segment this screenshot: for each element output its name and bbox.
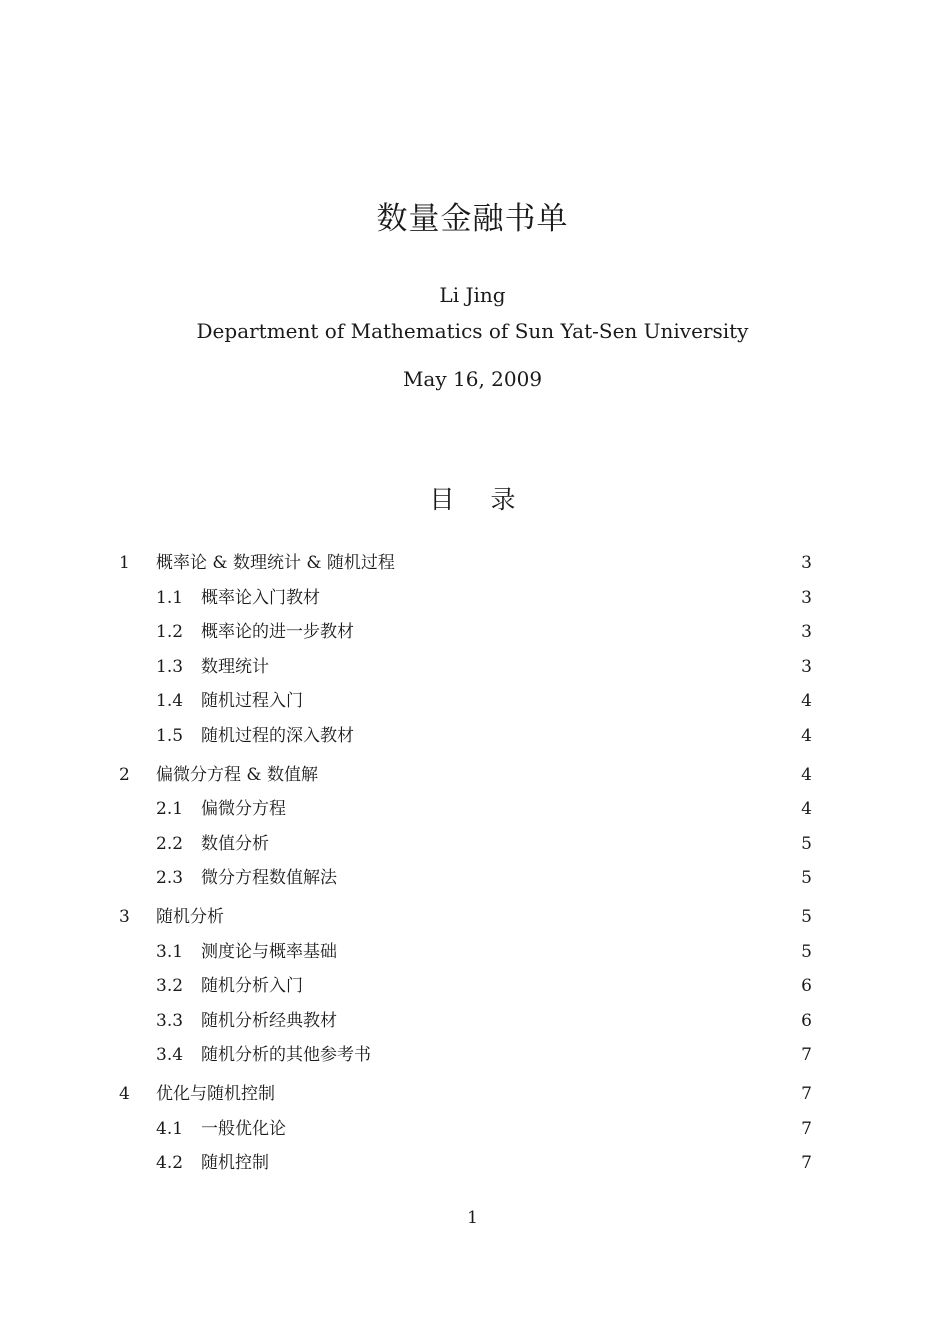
- toc-subsection-1-5[interactable]: [119, 719, 814, 754]
- toc-subsection-title: 测度论与概率基础: [201, 941, 337, 962]
- toc-section-2[interactable]: [119, 758, 814, 793]
- toc-page-number: 5: [801, 941, 812, 962]
- toc-page-number: 4: [801, 725, 812, 746]
- toc-section-4[interactable]: [119, 1077, 814, 1112]
- toc-page-number: 7: [801, 1045, 812, 1065]
- toc-subsection-3-4[interactable]: [119, 1038, 814, 1073]
- toc-subsection-number: 4.2: [156, 1153, 184, 1173]
- toc-section-number: 4: [119, 1084, 130, 1104]
- toc-section-3[interactable]: [119, 900, 814, 935]
- toc-subsection-title: 随机分析的其他参考书: [201, 1045, 371, 1065]
- toc-subsection-2-3[interactable]: [119, 861, 814, 896]
- toc-page-number: 3: [801, 656, 812, 677]
- author-affiliation: Department of Mathematics of Sun Yat-Sen University: [196, 319, 749, 343]
- toc-section-title: 优化与随机控制: [156, 1084, 275, 1104]
- toc-page-number: 7: [801, 1118, 812, 1139]
- toc-section-title: 随机分析: [156, 907, 224, 927]
- toc-subsection-3-1[interactable]: [119, 935, 814, 970]
- author-name: Li Jing: [439, 283, 506, 307]
- toc-page-number: 3: [801, 622, 812, 642]
- toc-subsection-number: 3.3: [156, 1010, 184, 1031]
- toc-subsection-2-2[interactable]: [119, 827, 814, 862]
- toc-subsection-number: 1.2: [156, 622, 184, 642]
- toc-page-number: 6: [801, 976, 812, 996]
- toc-subsection-1-2[interactable]: [119, 615, 814, 650]
- toc-page-number: 5: [801, 833, 812, 854]
- toc-subsection-number: 2.3: [156, 868, 184, 888]
- toc-page-number: 6: [801, 1010, 812, 1031]
- toc-page-number: 7: [801, 1084, 812, 1104]
- toc-subsection-3-2[interactable]: [119, 969, 814, 1004]
- toc-subsection-title: 概率论的进一步教材: [201, 622, 354, 642]
- toc-subsection-number: 3.1: [156, 941, 184, 962]
- toc-subsection-3-3[interactable]: [119, 1004, 814, 1039]
- toc-subsection-1-4[interactable]: [119, 684, 814, 719]
- toc-section-1[interactable]: [119, 546, 814, 581]
- toc-subsection-title: 微分方程数值解法: [201, 868, 337, 888]
- toc-subsection-number: 3.4: [156, 1045, 184, 1065]
- toc-section-title: 概率论 & 数理统计 & 随机过程: [156, 553, 395, 573]
- toc-subsection-1-3[interactable]: [119, 650, 814, 685]
- toc-page-number: 5: [801, 868, 812, 888]
- toc-subsection-title: 随机控制: [201, 1153, 269, 1173]
- toc-subsection-number: 2.2: [156, 833, 184, 854]
- toc-page-number: 5: [801, 907, 812, 927]
- document-date: May 16, 2009: [402, 367, 543, 391]
- toc-section-number: 1: [119, 553, 130, 573]
- toc-page-number: 3: [801, 553, 812, 573]
- page-number: 1: [467, 1208, 478, 1228]
- toc-page-number: 4: [801, 691, 812, 711]
- toc-section-number: 3: [119, 907, 130, 927]
- toc-subsection-title: 随机分析入门: [201, 976, 303, 996]
- toc-subsection-title: 数理统计: [201, 656, 269, 677]
- toc-subsection-number: 1.5: [156, 725, 184, 746]
- toc-subsection-number: 4.1: [156, 1118, 184, 1139]
- toc-subsection-title: 概率论入门教材: [201, 587, 320, 608]
- toc-subsection-title: 随机分析经典教材: [201, 1010, 337, 1031]
- toc-subsection-number: 1.4: [156, 691, 184, 711]
- toc-subsection-title: 随机过程入门: [201, 691, 303, 711]
- toc-page-number: 7: [801, 1153, 812, 1173]
- toc-subsection-number: 1.3: [156, 656, 184, 677]
- toc-section-title: 偏微分方程 & 数值解: [156, 764, 318, 785]
- toc-subsection-1-1[interactable]: [119, 581, 814, 616]
- toc-subsection-title: 一般优化论: [201, 1118, 286, 1139]
- toc-page-number: 4: [801, 764, 812, 785]
- toc-heading: 目 录: [429, 485, 516, 514]
- toc-subsection-number: 2.1: [156, 799, 184, 819]
- toc-subsection-number: 3.2: [156, 976, 184, 996]
- toc-subsection-number: 1.1: [156, 587, 184, 608]
- toc-page-number: 4: [801, 799, 812, 819]
- table-of-contents: [119, 546, 814, 1181]
- toc-subsection-2-1[interactable]: [119, 792, 814, 827]
- toc-subsection-title: 偏微分方程: [201, 799, 286, 819]
- toc-subsection-4-1[interactable]: [119, 1112, 814, 1147]
- toc-section-number: 2: [119, 764, 130, 785]
- toc-subsection-4-2[interactable]: [119, 1146, 814, 1181]
- document-title: 数量金融书单: [376, 201, 569, 237]
- toc-page-number: 3: [801, 587, 812, 608]
- toc-subsection-title: 数值分析: [201, 833, 269, 854]
- toc-subsection-title: 随机过程的深入教材: [201, 725, 354, 746]
